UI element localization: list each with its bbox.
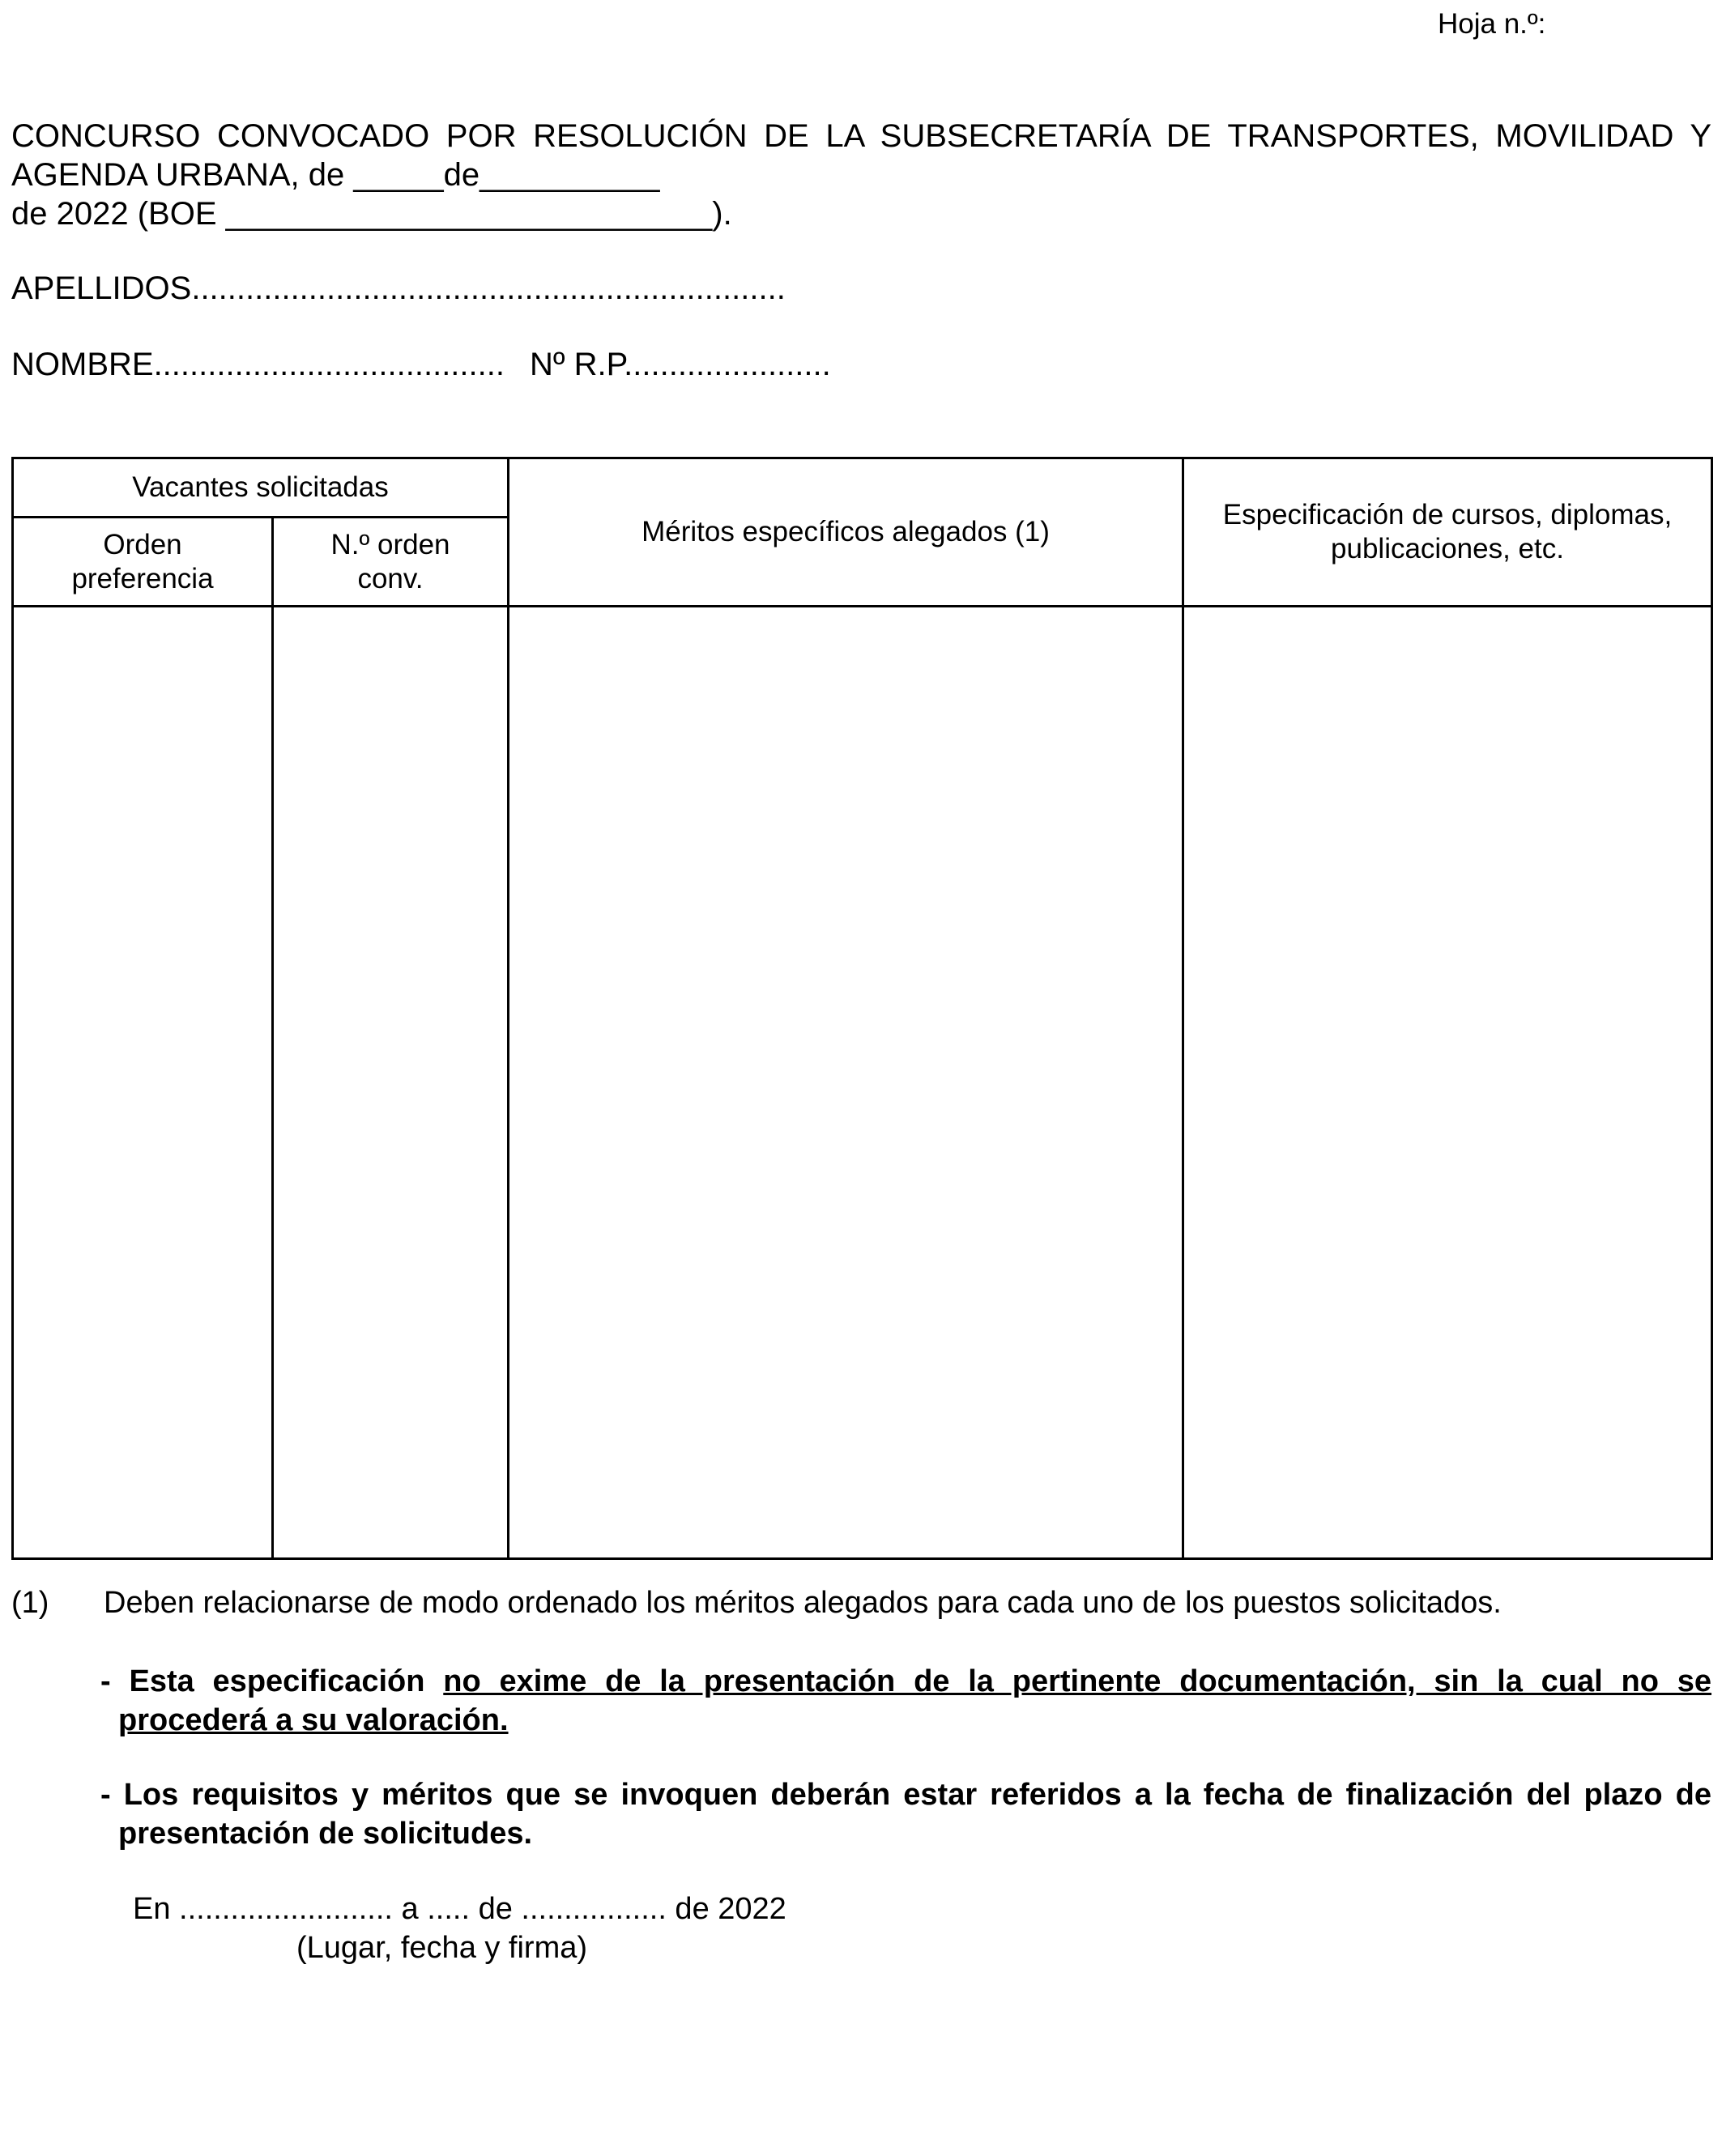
note1-underlined-2: procederá a su valoración. [118, 1703, 509, 1737]
note-documentation [100, 1662, 1711, 1740]
header-orden-preferencia: Orden preferencia [71, 528, 214, 594]
signature-caption: (Lugar, fecha y firma) [296, 1931, 588, 1965]
header-vacantes-solicitadas: Vacantes solicitadas [132, 471, 389, 503]
cell-meritos[interactable] [509, 607, 1182, 1557]
heading-line-2: AGENDA URBANA, de _____de__________ [11, 157, 660, 193]
footnote-marker: (1) [11, 1586, 49, 1620]
note2-line-1: - Los requisitos y méritos que se invoquen deberán estar referidos a la fecha de finalización del plazo de [100, 1778, 1711, 1812]
sheet-number-label: Hoja n.º: [1438, 8, 1546, 40]
heading-line-1: CONCURSO CONVOCADO POR RESOLUCIÓN DE LA SUBSECRETARÍA DE TRANSPORTES, MOVILIDAD Y [11, 118, 1711, 154]
cell-orden-preferencia[interactable] [14, 607, 271, 1557]
heading-line-3: de 2022 (BOE ___________________________). [11, 196, 732, 232]
note1-underlined-1: no exime de la presentación de la pertinente documentación, sin la cual no se [443, 1664, 1711, 1698]
cell-especificacion[interactable] [1184, 607, 1711, 1557]
header-numero-orden: N.º orden conv. [330, 528, 450, 594]
apellidos-field[interactable]: APELLIDOS.................................................................. [11, 271, 786, 306]
merits-table [11, 457, 1713, 1560]
note-requirements [100, 1775, 1711, 1853]
nombre-field[interactable]: NOMBRE....................................... [11, 347, 505, 382]
rp-field[interactable]: Nº R.P....................... [530, 347, 831, 382]
header-especificacion: Especificación de cursos, diplomas, publicaciones, etc. [1222, 499, 1673, 565]
note1-prefix: - Esta especificación [100, 1664, 444, 1698]
cell-numero-orden[interactable] [274, 607, 507, 1557]
note2-line-2: presentación de solicitudes. [118, 1817, 533, 1851]
header-meritos-especificos: Méritos específicos alegados (1) [641, 516, 1050, 548]
signature-line[interactable]: En ......................... a ..... de ................. de 2022 [133, 1892, 786, 1926]
footnote-text: Deben relacionarse de modo ordenado los méritos alegados para cada uno de los puestos solicitados. [104, 1586, 1502, 1620]
